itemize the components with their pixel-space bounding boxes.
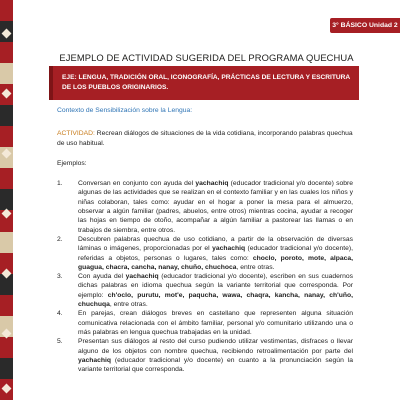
step-text: Descubren palabras quechua de uso cotidiano, a partir de la observación de diversas láminas o imágenes, proporcionadas por el xyxy=(78,235,353,253)
examples-label: Ejemplos: xyxy=(57,159,87,167)
context-heading: Contexto de Sensibilización sobre la Lengua: xyxy=(57,107,193,114)
step-text: Presentan sus diálogos al resto del curso pudiendo utilizar vestimentas, disfraces o llevar alguno de los objetos con nombre quechua, recibiendo retroalimentación por parte del xyxy=(78,338,353,355)
eje-banner xyxy=(49,66,359,100)
step-number: 1. xyxy=(57,180,63,188)
step-text: (educador tradicional y/o docente) sobre algunas de las actividades que se realizan en el contexto familiar y en las cuales los niños y niñas colaboran, tales como: ayudar en el hogar a poner la mesa para el almuerzo, observar a algún familiar (padres, abuelos, entre otros) mientras cocina, ayudar a recoger las hojas en tiempo de otoño, acompañar a algún familiar a pastorear las llamas o en trabajos de siembra, entre otros. xyxy=(78,180,353,234)
step-text: (educador tradicional y/o docente), referidas a objetos, personas o lugares, tales como: xyxy=(78,245,354,262)
step-number: 4. xyxy=(57,310,63,318)
step-item xyxy=(57,309,353,337)
step-number: 5. xyxy=(57,338,63,346)
step-bold-text: ch'oclo, purutu, mot'e, paqucha, wawa, chaqra, kancha, nanay, ch'uño, chuchuqa xyxy=(78,291,354,309)
step-text: Conversan en conjunto con ayuda del xyxy=(78,180,196,188)
step-text: Con ayuda del xyxy=(78,273,126,281)
activity-paragraph xyxy=(57,129,353,148)
step-bold-text: yachachiq xyxy=(212,245,246,253)
step-item xyxy=(57,235,353,272)
step-bold-text: yachachiq xyxy=(78,356,112,364)
decorative-border xyxy=(0,0,13,400)
step-text: , entre otras. xyxy=(109,301,148,309)
steps-list xyxy=(57,179,353,374)
step-item xyxy=(57,337,353,374)
activity-text: Recrean diálogos de situaciones de la vida cotidiana, incorporando palabras quechua de uso habitual. xyxy=(57,130,353,147)
step-bold-text: yachachiq xyxy=(125,273,159,281)
step-text: (educador tradicional y/o docente) en cuanto a la pronunciación según la variante territorial que corresponda. xyxy=(78,356,353,374)
step-text: En parejas, crean diálogos breves en castellano que representen alguna situación comunicativa relacionada con el ámbito familiar, personal y/o comunitario utilizando una o más palabras en lengua quechua trabajadas en la unidad. xyxy=(78,310,353,336)
step-text: , entre otras. xyxy=(236,263,275,271)
step-number: 2. xyxy=(57,235,63,243)
activity-label: ACTIVIDAD: xyxy=(57,130,95,138)
eje-text: EJE: LENGUA, TRADICIÓN ORAL, ICONOGRAFÍA, PRÁCTICAS DE LECTURA Y ESCRITURA DE LOS PUEBLOS ORIGINARIOS. xyxy=(62,74,350,91)
step-text: (educador tradicional y/o docente), escriben en sus cuadernos dichas palabras en idioma quechua según la variante territorial que corresponda. Por ejemplo: xyxy=(78,273,353,299)
step-bold-text: choclo, poroto, mote, alpaca, guagua, chacra, cancha, nanay, chuño, chuchoca xyxy=(78,254,354,271)
step-number: 3. xyxy=(57,273,63,281)
step-bold-text: yachachiq xyxy=(195,180,229,188)
step-item xyxy=(57,179,353,235)
page-title: EJEMPLO DE ACTIVIDAD SUGERIDA DEL PROGRAMA QUECHUA xyxy=(59,52,354,63)
content-body xyxy=(57,106,353,374)
unit-tab: 3° BÁSICO Unidad 2 xyxy=(330,18,400,33)
step-item xyxy=(57,272,353,309)
